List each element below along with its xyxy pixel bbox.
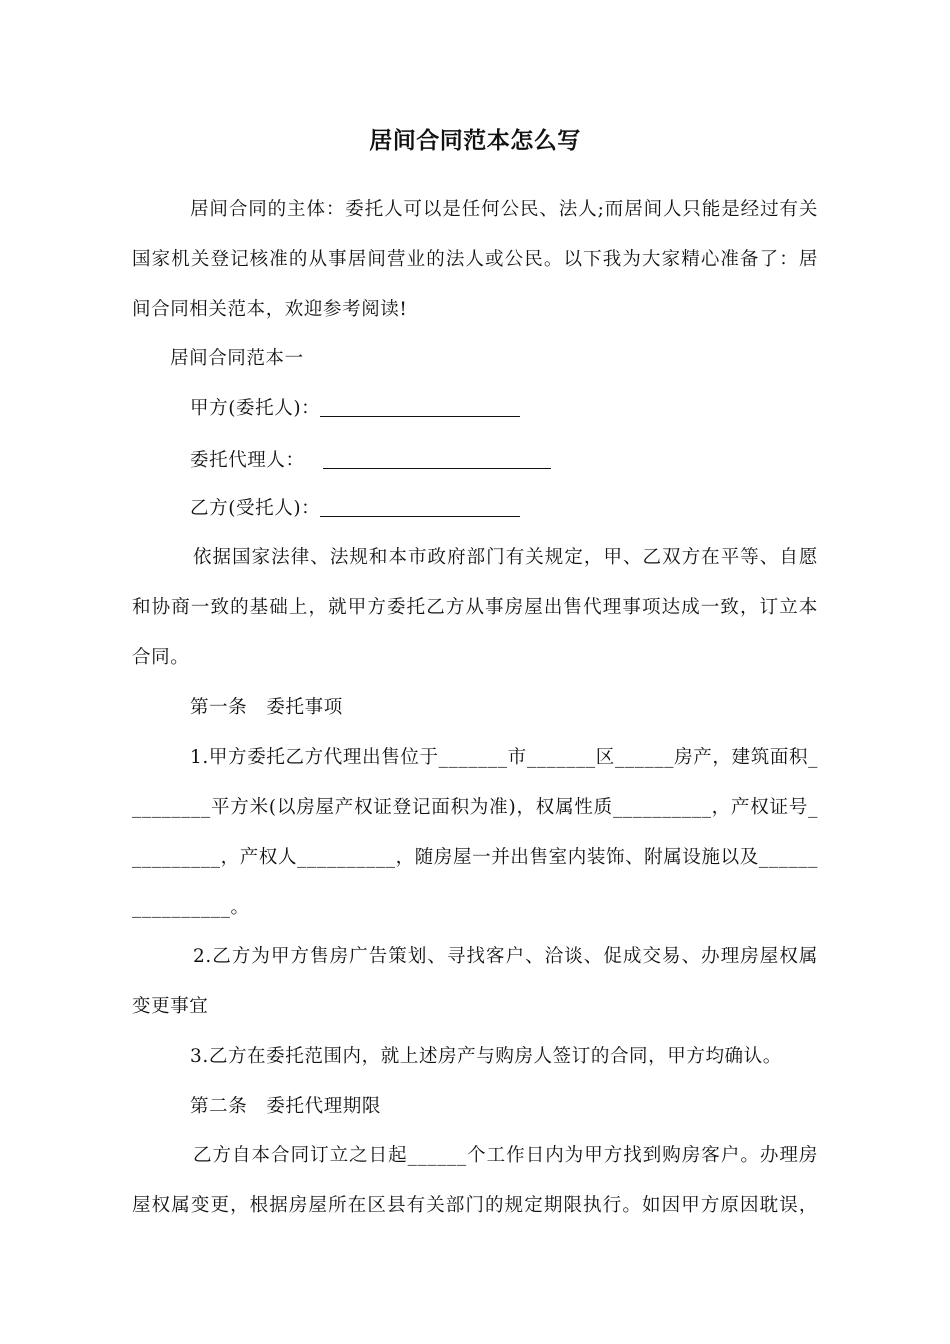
- agent-row: [190, 449, 551, 473]
- item-1-line: _________，产权人__________，随房屋一并出售室内装饰、附属设施以及______: [132, 847, 818, 868]
- item-2-line: 变更事宜: [132, 996, 209, 1017]
- basis-line: 合同。: [132, 647, 190, 668]
- item-3-line: 3.乙方在委托范围内，就上述房产与购房人签订的合同，甲方均确认。: [190, 1046, 782, 1067]
- term-line: 屋权属变更，根据房屋所在区县有关部门的规定期限执行。如因甲方原因耽误，: [132, 1195, 818, 1216]
- party-a-blank[interactable]: [320, 398, 520, 417]
- intro-line: 间合同相关范本，欢迎参考阅读!: [132, 299, 408, 320]
- article-1-title: 第一条 委托事项: [190, 697, 343, 718]
- term-line: 乙方自本合同订立之日起______个工作日内为甲方找到购房客户。办理房: [193, 1145, 818, 1166]
- item-2-line: 2.乙方为甲方售房广告策划、寻找客户、洽谈、促成交易、办理房屋权属: [193, 946, 818, 967]
- party-a-row: [190, 397, 520, 421]
- item-1-line: __________。: [132, 897, 250, 918]
- agent-blank[interactable]: [323, 450, 551, 469]
- party-b-blank[interactable]: [320, 498, 520, 517]
- agent-label: 委托代理人：: [190, 450, 305, 471]
- document-title: 居间合同范本怎么写: [369, 128, 581, 154]
- party-b-label: 乙方(受托人)：: [190, 498, 321, 519]
- basis-line: 和协商一致的基础上，就甲方委托乙方从事房屋出售代理事项达成一致，订立本: [132, 597, 818, 618]
- item-1-line: ________平方米(以房屋产权证登记面积为准)，权属性质__________，产权证号_: [132, 797, 818, 818]
- intro-line: 居间合同的主体：委托人可以是任何公民、法人;而居间人只能是经过有关: [190, 199, 818, 220]
- basis-line: 依据国家法律、法规和本市政府部门有关规定，甲、乙双方在平等、自愿: [193, 547, 818, 568]
- article-2-title: 第二条 委托代理期限: [190, 1096, 382, 1117]
- sample-heading: 居间合同范本一: [170, 348, 304, 369]
- party-a-label: 甲方(委托人)：: [190, 398, 321, 419]
- intro-line: 国家机关登记核准的从事居间营业的法人或公民。以下我为大家精心准备了：居: [132, 249, 818, 270]
- item-1-line: 1.甲方委托乙方代理出售位于_______市_______区______房产，建筑面积_: [190, 747, 818, 768]
- party-b-row: [190, 497, 520, 521]
